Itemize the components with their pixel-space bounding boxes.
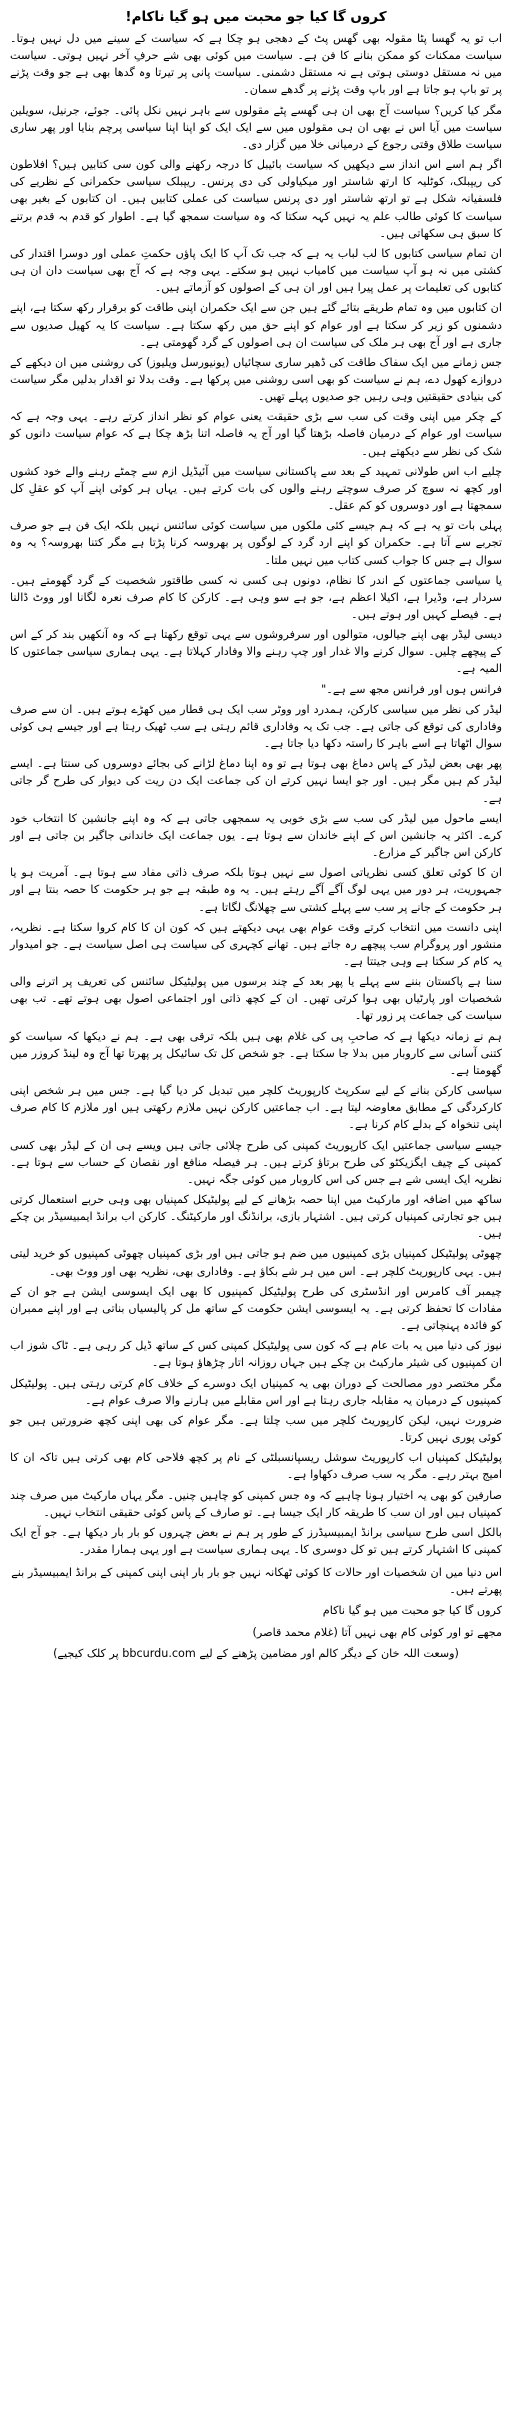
article-body bbox=[10, 30, 502, 1558]
article-paragraph: ان کا کوئی تعلق کسی نظریاتی اصول سے نہیں ہوتا بلکہ صرف ذاتی مفاد سے ہوتا ہے۔ آمریت ہو یا جمہوریت، ہر دور میں یہی لوگ آگے آگے رہتے ہیں۔ یہ وہ طبقہ ہے جو ہر حکومت کا حصہ بنتا ہے اور ہر حکومت کے جانے پر سب سے پہلے کشتی سے چھلانگ لگاتا ہے۔ bbox=[10, 866, 502, 914]
article-paragraph: جس زمانے میں ایک سفاک طاقت کی ڈھیر ساری سچائیاں (یونیورسل ویلیوز) کی روشنی میں ان دیکھے کے دروازے کھول دے، ہم نے سیاست کو بھی اسی روشنی میں پرکھا ہے۔ وقت بدلا تو اقدار بدلیں مگر سیاست کی بنیادی حقیقتیں وہی رہیں جو صدیوں پہلے تھیں۔ bbox=[10, 355, 502, 404]
article-paragraph: ہم نے زمانہ دیکھا ہے کہ صاحبِ پی کی غلام بھی ہیں بلکہ ترقی بھی ہے۔ ہم نے دیکھا کہ سیاست کو کتنی آسانی سے کاروبار میں بدلا جا سکتا ہے۔ جو شخص کل تک سائیکل پر پھرتا تھا آج وہ لینڈ کروزر میں گھومتا ہے۔ bbox=[10, 1029, 502, 1077]
article-paragraph: سنا ہے پاکستان بننے سے پہلے یا پھر بعد کے چند برسوں میں پولیٹیکل سائنس کی تعریف پر اترنے والی شخصیات اور پارٹیاں بھی ہوا کرتی تھیں۔ ان کے کچھ ذاتی اور اجتماعی اصول بھی ہوتے تھے۔ تب بھی سیاست کی جماعت پر زور تھا۔ bbox=[10, 975, 502, 1023]
article-paragraph: لیڈر کی نظر میں سیاسی کارکن، ہمدرد اور ووٹر سب ایک ہی قطار میں کھڑے ہوتے ہیں۔ ان سے صرف وفاداری کی توقع کی جاتی ہے۔ جب تک یہ وفاداری قائم رہتی ہے سب ٹھیک رہتا ہے اور جیسے ہی کوئی سوال اٹھاتا ہے اسے باہر کا راستہ دکھا دیا جاتا ہے۔ bbox=[10, 702, 502, 751]
verse-line-1: کروں گا کیا جو محبت میں ہو گیا ناکام bbox=[322, 1604, 502, 1618]
article-paragraph: اپنی دانست میں انتخاب کرتے وقت عوام بھی یہی دیکھتے ہیں کہ کون ان کا کام کروا سکتا ہے۔ نظریہ، منشور اور پروگرام سب پیچھے رہ جاتے ہیں۔ تھانے کچہری کی سیاست ہی اصل سیاست ہے۔ جو امیدوار یہ کام کر سکتا ہے وہی جیتتا ہے۔ bbox=[10, 920, 502, 968]
article-paragraph: سیاسی کارکن بنانے کے لیے سکرپٹ کارپوریٹ کلچر میں تبدیل کر دیا گیا ہے۔ جس میں ہر شخص اپنی کارکردگی کے مطابق معاوضہ لیتا ہے۔ اب جماعتیں کارکن نہیں ملازم رکھتی ہیں اور ملازم کا کام صرف اپنی تنخواہ کے بدلے کام کرنا ہے۔ bbox=[10, 1084, 502, 1132]
article-paragraph: مگر مختصر دور مصالحت کے دوران بھی یہ کمپنیاں ایک دوسرے کے خلاف کام کرتی رہتی ہیں۔ پولیٹیکل کمپنیوں کے درمیان یہ مقابلہ جاری رہتا ہے اور اس مقابلے میں ہارنے والا صرف عوام ہے۔ bbox=[10, 1376, 502, 1407]
article-paragraph: چیمبر آف کامرس اور انڈسٹری کی طرح پولیٹیکل کمپنیوں کا بھی ایک ایسوسی ایشن ہے جو ان کے مفادات کا تحفظ کرتی ہے۔ یہ ایسوسی ایشن حکومت کے ساتھ مل کر پالیسیاں بناتی ہے اور اپنے ممبران کو فائدہ پہنچاتی ہے۔ bbox=[10, 1284, 502, 1333]
article-paragraph: پھر بھی بعض لیڈر کے پاس دماغ بھی ہوتا ہے تو وہ اپنا دماغ لڑانے کی بجائے دوسروں کی سنتا ہے۔ ایسے لیڈر کم ہیں مگر ہیں۔ اور جو ایسا نہیں کرتے ان کی جماعت ایک دن ریت کی دیوار کی طرح گر جاتی ہے۔ bbox=[10, 757, 502, 805]
article-paragraph: پہلی بات تو یہ ہے کہ ہم جیسے کئی ملکوں میں سیاست کوئی سائنس نہیں بلکہ ایک فن ہے جو صرف تجربے سے آتا ہے۔ حکمران کو اپنے ارد گرد کے لوگوں پر بھروسہ کرنا پڑتا ہے مگر کتنا بھروسہ؟ یہ وہ سوال ہے جس کا جواب کسی کتاب میں نہیں ملتا۔ bbox=[10, 519, 502, 567]
verse-line-2: مجھے تو اور کوئی کام بھی نہیں آتا (غلام محمد قاصر) bbox=[252, 1625, 502, 1639]
closing-line: اس دنیا میں ان شخصیات اور حالات کا کوئی ٹھکانہ نہیں جو بار بار اپنی اپنی کمپنی کے برانڈ ایمبیسیڈر بنے پھرتے ہیں۔ bbox=[11, 1566, 502, 1597]
article-paragraph: صارفین کو بھی یہ اختیار ہونا چاہیے کہ وہ جس کمپنی کو چاہیں چنیں۔ مگر یہاں مارکیٹ میں صرف چند کمپنیاں ہیں اور ان سب کا طریقہ کار ایک جیسا ہے۔ تو صارف کے پاس کوئی حقیقی انتخاب نہیں۔ bbox=[10, 1488, 502, 1519]
source-note bbox=[10, 1645, 502, 1663]
article-paragraph: دیسی لیڈر بھی اپنے جیالوں، متوالوں اور سرفروشوں سے یہی توقع رکھتا ہے کہ وہ آنکھیں بند کر کے اس کے پیچھے چلیں۔ سوال کرنے والا غدار اور چپ رہنے والا وفادار کہلاتا ہے۔ یہی ہماری سیاسی جماعتوں کا المیہ ہے۔ bbox=[10, 628, 502, 676]
article-paragraph: پولیٹیکل کمپنیاں اب کارپوریٹ سوشل ریسپانسبلٹی کے نام پر کچھ فلاحی کام بھی کرتی ہیں تاکہ ان کا امیج بہتر رہے۔ مگر یہ سب صرف دکھاوا ہے۔ bbox=[10, 1451, 502, 1482]
article-paragraph: جیسے سیاسی جماعتیں ایک کارپوریٹ کمپنی کی طرح چلائی جاتی ہیں ویسے ہی ان کے لیڈر بھی کسی کمپنی کے چیف ایگزیکٹو کی طرح برتاؤ کرتے ہیں۔ ہر فیصلہ منافع اور نقصان کے حساب سے ہوتا ہے۔ نظریہ ایک ایسی شے ہے جس کی اس کاروبار میں کوئی جگہ نہیں۔ bbox=[10, 1138, 502, 1186]
article-paragraph: مگر کیا کریں؟ سیاست آج بھی ان ہی گھسے پٹے مقولوں سے باہر نہیں نکل پائی۔ جوئے، جرنیل، سویلین سیاست میں آیا اس نے بھی ان ہی مقولوں میں سے ایک ایک کو اپنا اپنا سیاسی پرچم بنایا اور پھر ساری سیاست طلاق وقتی رجوع کے درمیانی خلا میں گزار دی۔ bbox=[10, 103, 502, 151]
bbcurdu-link[interactable]: bbcurdu.com bbox=[122, 1646, 196, 1660]
article-paragraph: ایسے ماحول میں لیڈر کی سب سے بڑی خوبی یہ سمجھی جاتی ہے کہ وہ اپنے جانشین کا انتخاب خود کرے۔ اکثر یہ جانشین اس کے اپنے خاندان سے ہوتا ہے۔ یوں جماعت ایک خاندانی جاگیر بن جاتی ہے اور کارکن اس جاگیر کے مزارع۔ bbox=[10, 811, 502, 860]
article-paragraph: یا سیاسی جماعتوں کے اندر کا نظام، دونوں ہی کسی نہ کسی طاقتور شخصیت کے گرد گھومتے ہیں۔ سردار ہے، وڈیرا ہے، اکیلا اعظم ہے، جو ہے سو وہی ہے۔ کارکن کا کام صرف نعرہ لگانا اور ووٹ ڈالنا ہے۔ فیصلے کہیں اور ہوتے ہیں۔ bbox=[10, 573, 502, 621]
article-paragraph: چلیے اب اس طولانی تمہید کے بعد سے پاکستانی سیاست میں آئیڈیل ازم سے چمٹے رہنے والے خود کشوں اور کچھ نہ سوچ کر صرف سوچتے رہنے والوں کی بات کرتے ہیں۔ یہاں ہر کوئی اپنے آپ کو عقلِ کل سمجھتا ہے اور دوسروں کو کم عقل۔ bbox=[10, 464, 502, 513]
closing-section bbox=[10, 1564, 502, 1663]
article-paragraph: چھوٹی پولیٹیکل کمپنیاں بڑی کمپنیوں میں ضم ہو جاتی ہیں اور بڑی کمپنیاں چھوٹی کمپنیوں کو خرید لیتی ہیں۔ یہی کارپوریٹ کلچر ہے۔ اس میں ہر شے بکاؤ ہے۔ وفاداری بھی، نظریہ بھی اور ووٹ بھی۔ bbox=[10, 1247, 502, 1278]
article-paragraph: اب تو یہ گھسا پٹا مقولہ بھی گھس پٹ کے دھجی ہو چکا ہے کہ سیاست کے سینے میں دل نہیں ہوتا۔ سیاست ممکنات کو ممکن بنانے کا فن ہے۔ سیاست میں کوئی بھی شے حرفِ آخر نہیں ہوتی۔ سیاست میں نہ مستقل دوستی ہوتی ہے نہ مستقل دشمنی۔ سیاست پانی پر تیرتا وہ گدھا بھی ہے جو وقت پڑنے پر تو باپ ہو جاتا ہے اور باپ وقت پڑنے پر گدھے سمان۔ bbox=[10, 32, 502, 97]
article-paragraph: اگر ہم اسے اس انداز سے دیکھیں کہ سیاست بائیبل کا درجہ رکھنے والی کون سی کتابیں ہیں؟ افلاطون کی ریپبلک، کوٹلیہ کا ارتھ شاستر اور میکیاولی کی دی پرنس۔ ریپبلک سیاسی حکمرانی کے نظریے کی فلسفیانہ شکل ہے تو ارتھ شاستر اور دی پرنس سیاست کی عملی کتابیں ہیں۔ ان کتابوں کے بغیر بھی سیاست کا کوئی طالب علم یہ نہیں کہہ سکتا کہ وہ سیاست سمجھ گیا ہے۔ اطوار کو قدم بہ قدم برتنے کا سبق ہی سکھاتی ہیں۔ bbox=[10, 158, 502, 240]
source-suffix: پر کلک کیجیے) bbox=[53, 1646, 119, 1660]
source-prefix: (وسعت اللہ خان کے دیگر کالم اور مضامین پڑھنے کے لیے bbox=[199, 1646, 459, 1660]
article-paragraph: ضرورت نہیں، لیکن کارپوریٹ کلچر میں سب چلتا ہے۔ مگر عوام کی بھی اپنی کچھ ضرورتیں ہیں جو کوئی پوری نہیں کرتا۔ bbox=[10, 1413, 502, 1445]
article-paragraph: ان کتابوں میں وہ تمام طریقے بتائے گئے ہیں جن سے ایک حکمران اپنی طاقت کو برقرار رکھ سکتا ہے، اپنے دشمنوں کو زیر کر سکتا ہے اور عوام کو اپنے حق میں رکھ سکتا ہے۔ سیاست کا یہ کھیل صدیوں سے جاری ہے اور آج بھی ہر ملک کی سیاست ان ہی اصولوں کے گرد گھومتی ہے۔ bbox=[10, 301, 502, 349]
article-paragraph: ساکھ میں اضافہ اور مارکیٹ میں اپنا حصہ بڑھانے کے لیے پولیٹیکل کمپنیاں بھی وہی حربے استعمال کرتی ہیں جو تجارتی کمپنیاں کرتی ہیں۔ اشتہار بازی، برانڈنگ اور مارکیٹنگ۔ کارکن اب برانڈ ایمبیسیڈر بن چکے ہیں۔ bbox=[10, 1193, 502, 1241]
article-paragraph: بالکل اسی طرح سیاسی برانڈ ایمبیسیڈرز کے طور پر ہم نے بعض چہروں کو بار بار دیکھا ہے۔ جو آج ایک کمپنی کا اشتہار کرتے ہیں تو کل دوسری کا۔ یہی ہماری سیاست ہے اور یہی ہمارا مقدر۔ bbox=[10, 1525, 502, 1556]
article-paragraph: نیوز کی دنیا میں یہ بات عام ہے کہ کون سی پولیٹیکل کمپنی کس کے ساتھ ڈیل کر رہی ہے۔ ٹاک شوز اب ان کمپنیوں کی شیئر مارکیٹ بن چکے ہیں جہاں روزانہ اتار چڑھاؤ ہوتا ہے۔ bbox=[10, 1339, 502, 1370]
article-title: کروں گا کیا جو محبت میں ہو گیا ناکام! bbox=[125, 9, 387, 25]
article-paragraph: ان تمام سیاسی کتابوں کا لب لباب یہ ہے کہ جب تک آپ کا ایک پاؤں حکمتِ عملی اور دوسرا اقتدار کی کشتی میں نہ ہو آپ سیاست میں کامیاب نہیں ہو سکتے۔ یہی وجہ ہے کہ آج بھی سیاست دان ان ہی کتابوں کی تعلیمات پر عمل پیرا ہیں اور ان ہی کے اصولوں کو آزماتے ہیں۔ bbox=[10, 246, 502, 295]
article-paragraph: فرانس ہوں اور فرانس مجھ سے ہے۔" bbox=[321, 682, 502, 696]
article-paragraph: کے چکر میں اپنی وقت کی سب سے بڑی حقیقت یعنی عوام کو نظر انداز کرتے رہے۔ یہی وجہ ہے کہ سیاست اور عوام کے درمیان فاصلہ بڑھتا گیا اور آج یہ فاصلہ اتنا بڑھ چکا ہے کہ عوام سیاست دانوں کو شک کی نظر سے دیکھتے ہیں۔ bbox=[10, 410, 502, 458]
